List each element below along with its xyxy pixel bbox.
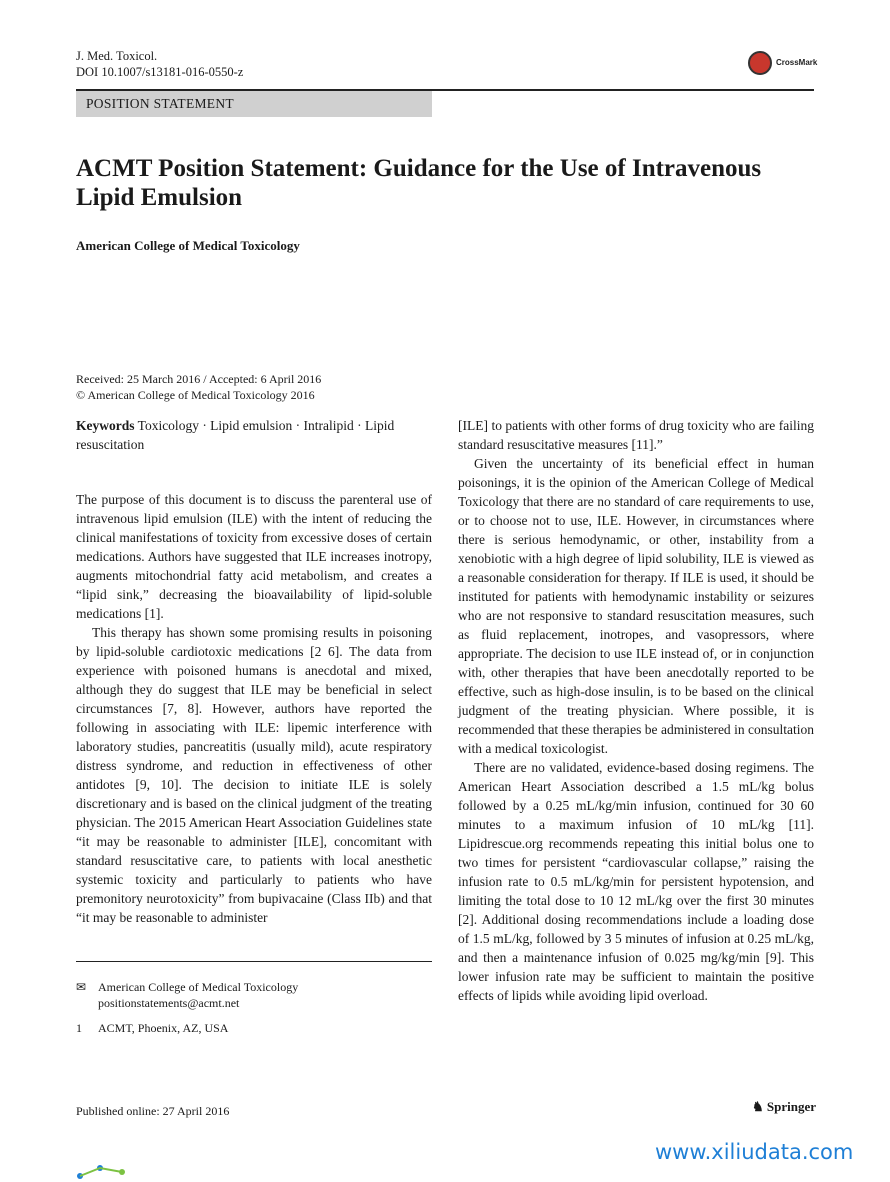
affiliation-footnote — [76, 1020, 432, 1036]
doi: DOI 10.1007/s13181-016-0550-z — [76, 65, 244, 79]
keywords — [76, 416, 432, 454]
paragraph: [ILE] to patients with other forms of drug toxicity who are failing standard resuscitative measures [11].” — [458, 418, 814, 452]
section-label: POSITION STATEMENT — [76, 91, 432, 117]
body-column-right — [458, 416, 814, 1005]
crossmark-icon — [748, 51, 772, 75]
keywords-list: Toxicology · Lipid emulsion · Intralipid · Lipid resuscitation — [76, 418, 395, 452]
journal-name: J. Med. Toxicol. — [76, 49, 158, 63]
publisher-logo — [752, 1099, 816, 1115]
contact-footnote — [76, 979, 432, 1011]
article-title: ACMT Position Statement: Guidance for the Use of Intravenous Lipid Emulsion — [76, 155, 762, 211]
watermark-url[interactable]: www.xiliudata.com — [655, 1140, 854, 1164]
received-accepted: Received: 25 March 2016 / Accepted: 6 April 2016 — [76, 372, 322, 386]
keywords-label: Keywords — [76, 418, 135, 433]
journal-header — [76, 48, 243, 80]
springer-horse-icon: ♞ — [752, 1099, 764, 1114]
paragraph: There are no validated, evidence-based dosing regimens. The American Heart Association described a 1.5 mL/kg bolus followed by a 0.25 mL/kg/min infusion, continued for 30 60 minutes to a maximum infusion of 10 mL/kg [11]. Lipidrescue.org recommends repeating this initial bolus one to two times for persistent “cardiovascular collapse,” raising the infusion rate to 0.5 mL/kg/min for persistent hypotension, and limiting the total dose to 10 12 mL/kg over the first 30 minutes [2]. Additional dosing recommendations include a loading dose of 1.5 mL/kg, followed by 3 5 minutes of infusion at 0.25 mL/kg, and then a maintenance infusion of 0.025 mg/kg/min [9]. This lower infusion rate may be sufficient to maintain the positive effects of lipids while avoiding lipid overload. — [458, 760, 814, 1003]
crossmark-label: CrossMark — [776, 58, 818, 67]
contact-name: American College of Medical Toxicology — [98, 980, 299, 994]
paragraph: This therapy has shown some promising results in poisoning by lipid-soluble cardiotoxic medications [2 6]. The data from experience with poisoned humans is anecdotal and mixed, although they do suggest that ILE may be beneficial in select circumstances [7, 8]. However, authors have reported the following in associating with ILE: lipemic interference with laboratory studies, pancreatitis (usually mild), acute respiratory distress syndrome, and reduction in effectiveness of other antidotes [9, 10]. The decision to initiate ILE is solely discretionary and is based on the clinical judgment of the treating physician. The 2015 American Heart Association Guidelines state “it may be reasonable to administer [ILE], concomitant with standard resuscitative care, to patients with local anesthetic systemic toxicity and particularly to patients who have premonitory neurotoxicity” from bupivacaine (Class IIb) and that “it may be reasonable to administer — [76, 625, 432, 925]
paragraph: The purpose of this document is to discuss the parenteral use of intravenous lipid emulsion (ILE) with the intent of reducing the clinical manifestations of toxicity from excessive doses of certain medications. Authors have suggested that ILE increases inotropy, augments mitochondrial fatty acid metabolism, and creates a “lipid sink,” decreasing the bioavailability of lipid-soluble medications [1]. — [76, 492, 432, 621]
contact-email[interactable]: positionstatements@acmt.net — [98, 996, 240, 1010]
affiliation: ACMT, Phoenix, AZ, USA — [98, 1021, 229, 1035]
article-dates — [76, 371, 321, 403]
body-column-left — [76, 490, 432, 927]
envelope-icon: ✉ — [76, 980, 87, 994]
crossmark-logo[interactable] — [748, 51, 818, 77]
paragraph: Given the uncertainty of its beneficial effect in human poisonings, it is the opinion of the American College of Medical Toxicology that there are no standard of care requirements to use, or to choose not to use, ILE. However, in circumstances where there is serious hemodynamic, or other, instability from a xenobiotic with a high degree of lipid solubility, ILE is viewed as a reasonable consideration for therapy. If ILE is used, it should be instituted for patients with hemodynamic instability or seizures who are not responsive to standard resuscitation measures, such as fluid replacement, inotropes, and vasopressors, where appropriate. The decision to use ILE instead of, or in conjunction with, other therapies that have been anecdotally reported to be effective, such as high-dose insulin, is to be based on the clinical judgment of the treating physician. Where possible, it is recommended that these therapies be administered in consultation with a medical toxicologist. — [458, 456, 814, 756]
article-author: American College of Medical Toxicology — [76, 238, 300, 253]
published-date: Published online: 27 April 2016 — [76, 1104, 230, 1118]
copyright: © American College of Medical Toxicology 2016 — [76, 388, 315, 402]
watermark-logo-icon — [60, 1160, 200, 1182]
footnotes — [76, 979, 432, 1045]
footnote-rule — [76, 961, 432, 962]
affiliation-mark: 1 — [76, 1021, 82, 1035]
publisher-name: Springer — [766, 1099, 817, 1114]
